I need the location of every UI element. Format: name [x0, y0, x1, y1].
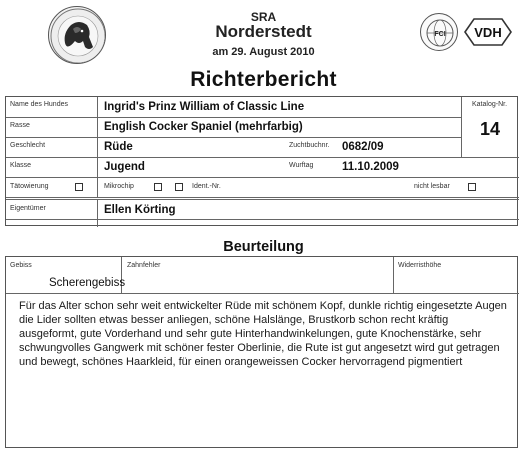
zuchtbuch-value: 0682/09 [342, 141, 384, 153]
breed-value: English Cocker Spaniel (mehrfarbig) [104, 121, 303, 133]
taetowierung-label: Tätowierung [10, 183, 49, 190]
organization-name: SRA [250, 10, 277, 24]
show-city: Norderstedt [215, 22, 312, 41]
widerristhoehe-label: Widerristhöhe [398, 262, 442, 269]
dog-name: Ingrid's Prinz William of Classic Line [104, 101, 305, 113]
geschlecht-label: Geschlecht [10, 142, 46, 149]
nicht-lesbar-label: nicht lesbar [414, 183, 450, 190]
klasse-label: Klasse [10, 162, 32, 169]
evaluation-title: Beurteilung [223, 239, 304, 255]
zuchtbuch-label: Zuchtbuchnr. [289, 142, 330, 149]
class-value: Jugend [104, 161, 145, 173]
katalog-number: 14 [480, 119, 501, 139]
club-logo [48, 6, 106, 64]
vdh-logo-text: VDH [474, 25, 502, 40]
evaluation-text: Für das Alter schon sehr weit entwickelter Rüde mit schönem Kopf, dunkle richtig eingesetzte Augen die Lider sollten etwas besser anliegen, schöne Halslänge, Brustkorb schon recht kräftig ausgeformt, gute Vorderhand und sehr gute Hinterhandwinkelungen, gute Knochenstärke, sehr schwungvolles Gangwerk mit schöner fester Oberlinie, die Rute ist gut angesetzt wird gut getragen und bewegt, schönes Haarkleid, für einen orangeweissen Cocker hervorragend pigmentiert [19, 300, 507, 368]
wurftag-label: Wurftag [289, 162, 314, 169]
name-label: Name des Hundes [10, 101, 68, 108]
spaniel-head-icon [49, 7, 106, 64]
nicht-lesbar-checkbox[interactable] [468, 183, 476, 191]
taetowierung-checkbox[interactable] [75, 183, 83, 191]
globe-icon [421, 14, 459, 52]
mikrochip-label: Mikrochip [104, 183, 134, 190]
gebiss-value: Scherengebiss [49, 277, 126, 289]
vdh-logo [462, 16, 514, 48]
zahnfehler-label: Zahnfehler [127, 262, 161, 269]
owner-value: Ellen Körting [104, 204, 176, 216]
gebiss-label: Gebiss [10, 262, 32, 269]
rasse-label: Rasse [10, 122, 30, 129]
show-date: am 29. August 2010 [212, 46, 315, 58]
fci-logo [420, 13, 458, 51]
ident-checkbox[interactable] [175, 183, 183, 191]
katalog-label: Katalog-Nr. [472, 101, 508, 108]
page-title: Richterbericht [190, 68, 337, 91]
dog-info-box [5, 96, 518, 226]
ident-label: Ident.-Nr. [192, 183, 221, 190]
evaluation-box [5, 256, 518, 448]
sex-value: Rüde [104, 141, 133, 153]
eigentuemer-label: Eigentümer [10, 205, 46, 212]
mikrochip-checkbox[interactable] [154, 183, 162, 191]
fci-logo-text: FCI [434, 31, 446, 38]
birth-date-value: 11.10.2009 [342, 161, 399, 173]
